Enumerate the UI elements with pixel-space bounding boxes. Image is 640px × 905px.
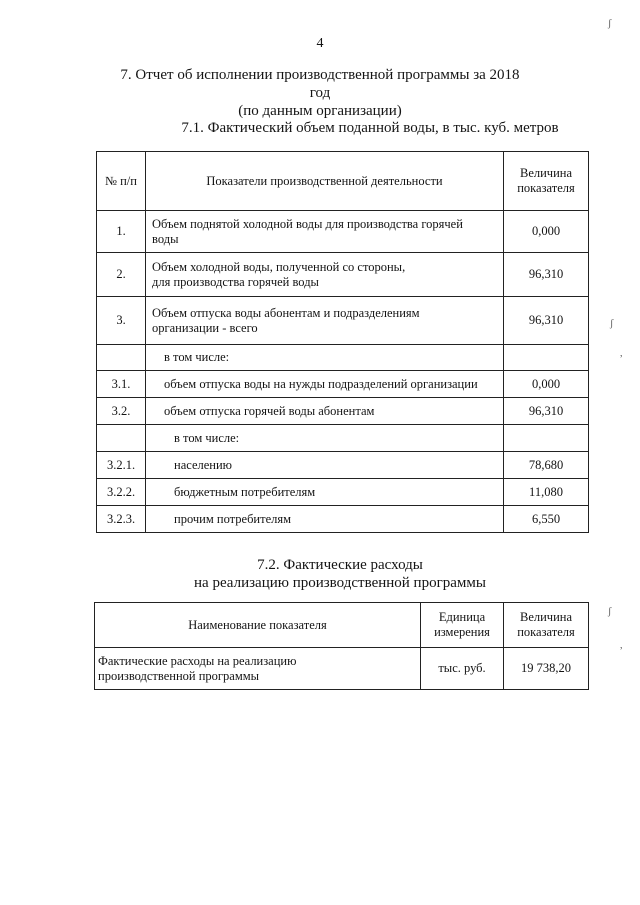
row-value: 96,310	[504, 253, 589, 297]
section-title	[110, 66, 530, 120]
row-label: населению	[146, 452, 504, 479]
table-row	[95, 648, 589, 690]
subsection2-title	[140, 556, 540, 592]
row-label: в том числе:	[146, 425, 504, 452]
row-num	[97, 425, 146, 452]
row-value	[504, 345, 589, 371]
header-value-line1: Величина	[519, 610, 573, 624]
scan-artifact: ʃ	[608, 18, 612, 29]
subsection1-title: 7.1. Фактический объем поданной воды, в тыс. куб. метров	[181, 120, 559, 136]
row-value: 11,080	[504, 479, 589, 506]
row-label	[95, 648, 421, 690]
row-label	[146, 297, 504, 345]
water-volume-table	[96, 151, 589, 533]
table-row	[97, 479, 589, 506]
section-title-line1: 7. Отчет об исполнении производственной программы за 2018 год	[120, 67, 520, 101]
row-value: 0,000	[504, 371, 589, 398]
row-num: 3.	[97, 297, 146, 345]
row-unit: тыс. руб.	[421, 648, 504, 690]
header-indicator: Показатели производственной деятельности	[146, 152, 504, 211]
row-label-line2: производственной программы	[98, 668, 260, 683]
table-row	[97, 297, 589, 345]
scan-artifact: ,	[620, 640, 623, 651]
header-unit-line1: Единица	[438, 610, 486, 624]
table-row	[97, 211, 589, 253]
table-row	[97, 425, 589, 452]
row-num: 3.1.	[97, 371, 146, 398]
row-num: 1.	[97, 211, 146, 253]
row-label	[146, 253, 504, 297]
row-label	[146, 211, 504, 253]
table-row	[97, 253, 589, 297]
row-value: 78,680	[504, 452, 589, 479]
header-unit-line2: измерения	[434, 625, 490, 639]
row-label-line1: Объем поднятой холодной воды для производства горячей	[152, 216, 463, 231]
row-label: объем отпуска горячей воды абонентам	[146, 398, 504, 425]
row-value: 96,310	[504, 398, 589, 425]
row-num: 3.2.3.	[97, 506, 146, 533]
row-label-line2: воды	[152, 231, 179, 246]
row-value: 6,550	[504, 506, 589, 533]
header-value	[504, 152, 589, 211]
row-num: 3.2.1.	[97, 452, 146, 479]
table-header-row	[95, 603, 589, 648]
row-value: 19 738,20	[504, 648, 589, 690]
section-title-line2: (по данным организации)	[238, 103, 402, 119]
page-number: 4	[316, 36, 324, 51]
expenses-table	[94, 602, 589, 690]
row-label-line1: Объем холодной воды, полученной со стороны,	[152, 259, 406, 274]
row-label: прочим потребителям	[146, 506, 504, 533]
row-num: 3.2.2.	[97, 479, 146, 506]
scan-artifact: ,	[620, 348, 623, 359]
table-row	[97, 345, 589, 371]
header-num: № п/п	[97, 152, 146, 211]
header-indicator-name: Наименование показателя	[95, 603, 421, 648]
row-label: объем отпуска воды на нужды подразделений организации	[146, 371, 504, 398]
subsection2-title-line2: на реализацию производственной программы	[194, 575, 486, 591]
header-unit	[421, 603, 504, 648]
row-num	[97, 345, 146, 371]
header-value-line2: показателя	[517, 625, 575, 639]
table-row	[97, 398, 589, 425]
table-row	[97, 371, 589, 398]
row-num: 2.	[97, 253, 146, 297]
table-header-row	[97, 152, 589, 211]
row-label-line1: Объем отпуска воды абонентам и подразделениям	[152, 305, 420, 320]
row-label-line2: организации - всего	[152, 320, 258, 335]
row-value: 96,310	[504, 297, 589, 345]
scan-artifact: ʃ	[608, 606, 612, 617]
table-row	[97, 452, 589, 479]
row-value: 0,000	[504, 211, 589, 253]
header-value	[504, 603, 589, 648]
header-value-line1: Величина	[519, 166, 573, 180]
header-value-line2: показателя	[517, 181, 575, 195]
scan-artifact: ʃ	[610, 318, 614, 329]
table-row	[97, 506, 589, 533]
row-value	[504, 425, 589, 452]
subsection2-title-line1: 7.2. Фактические расходы	[257, 557, 423, 573]
row-label: в том числе:	[146, 345, 504, 371]
row-label: бюджетным потребителям	[146, 479, 504, 506]
row-label-line1: Фактические расходы на реализацию	[98, 653, 297, 668]
row-num: 3.2.	[97, 398, 146, 425]
row-label-line2: для производства горячей воды	[152, 274, 319, 289]
